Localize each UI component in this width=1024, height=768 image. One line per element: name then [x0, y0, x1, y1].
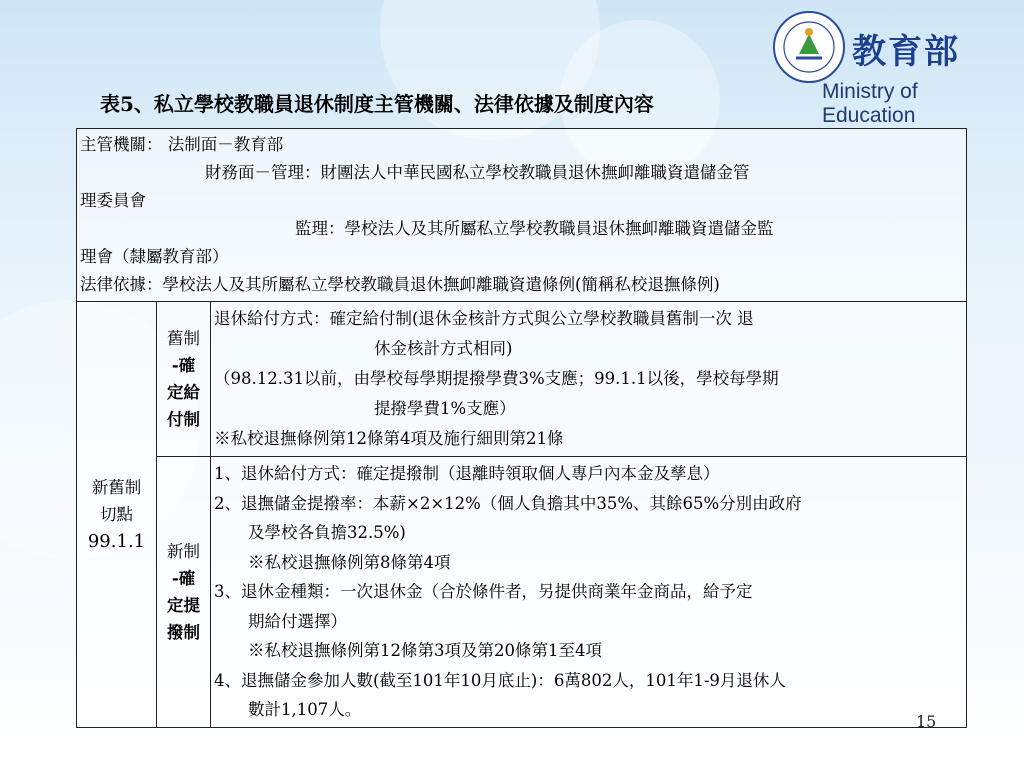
- retirement-system-table: [76, 128, 967, 728]
- old-system-label: [157, 302, 211, 457]
- cutoff-date: 99.1.1: [87, 530, 146, 552]
- authority-supervision-cont: 理會（隸屬教育部）: [80, 247, 229, 266]
- header-row: [77, 129, 967, 302]
- new-item-4-cont: 數計1,107人。: [248, 700, 362, 719]
- old-funding: （98.12.31以前，由學校每學期提撥學費3%支應；99.1.1以後，學校每學期: [214, 369, 779, 388]
- old-system-content: [211, 302, 967, 457]
- page-title: 表5、私立學校教職員退休制度主管機關、法律依據及制度內容: [100, 92, 654, 116]
- authority-finance: 財務面－管理：財團法人中華民國私立學校教職員退休撫卹離職資遣儲金管: [205, 163, 750, 182]
- new-item-3-ref: ※私校退撫條例第12條第3項及第20條第1至4項: [248, 641, 602, 660]
- ministry-seal-icon: [772, 10, 846, 84]
- page-number: 15: [916, 712, 937, 731]
- authority-legal: 法制面－教育部: [167, 135, 284, 154]
- new-item-2: 2、退撫儲金提撥率：本薪×2×12%（個人負擔其中35%、其餘65%分別由政府: [214, 493, 802, 513]
- cutoff-cell: [77, 302, 157, 728]
- new-label-3: 定提: [167, 595, 200, 615]
- header-cell: [77, 129, 967, 302]
- logo-name-en: Ministry of Education: [822, 80, 918, 127]
- new-item-3-cont: 期給付選擇）: [248, 611, 347, 631]
- new-system-label: [157, 457, 211, 728]
- new-item-2-ref: ※私校退撫條例第8條第4項: [248, 552, 451, 572]
- authority-label: 主管機關：: [80, 135, 163, 154]
- new-item-2-cont: 及學校各負擔32.5%): [248, 523, 406, 542]
- authority-finance-cont: 理委員會: [80, 191, 146, 210]
- old-label-4: 付制: [167, 410, 200, 429]
- old-payment-method-cont: 休金核計方式相同): [374, 339, 513, 358]
- new-label-4: 撥制: [167, 622, 200, 642]
- ministry-logo: [772, 10, 1012, 127]
- cutoff-line-1: 新舊制: [91, 477, 142, 497]
- old-system-row: [77, 302, 967, 457]
- old-label-2: -確: [171, 356, 196, 375]
- cutoff-line-2: 切點: [100, 504, 133, 524]
- old-payment-method: 退休給付方式：確定給付制(退休金核計方式與公立學校教職員舊制一次 退: [214, 309, 754, 328]
- old-label-1: 舊制: [167, 329, 200, 348]
- old-legal-ref: ※私校退撫條例第12條第4項及施行細則第21條: [214, 429, 564, 448]
- new-system-row: [77, 457, 967, 728]
- authority-line: [80, 131, 963, 159]
- new-system-content: [211, 457, 967, 728]
- old-label-3: 定給: [167, 383, 200, 402]
- new-item-1: 1、退休給付方式：確定提撥制（退離時領取個人專戶內本金及孳息）: [214, 464, 720, 483]
- new-label-2: -確: [171, 568, 196, 588]
- legal-basis: 法律依據：學校法人及其所屬私立學校教職員退休撫卹離職資遣條例(簡稱私校退撫條例): [80, 275, 720, 294]
- new-label-1: 新制: [167, 541, 200, 561]
- authority-supervision: 監理：學校法人及其所屬私立學校教職員退休撫卹離職資遣儲金監: [295, 219, 774, 238]
- new-item-3: 3、退休金種類：一次退休金（合於條件者，另提供商業年金商品，給予定: [214, 582, 753, 601]
- old-funding-cont: 提撥學費1%支應）: [374, 399, 516, 418]
- new-item-4: 4、退撫儲金參加人數(截至101年10月底止)：6萬802人，101年1-9月退休人: [214, 670, 786, 690]
- logo-name-zh: 教育部: [852, 32, 960, 72]
